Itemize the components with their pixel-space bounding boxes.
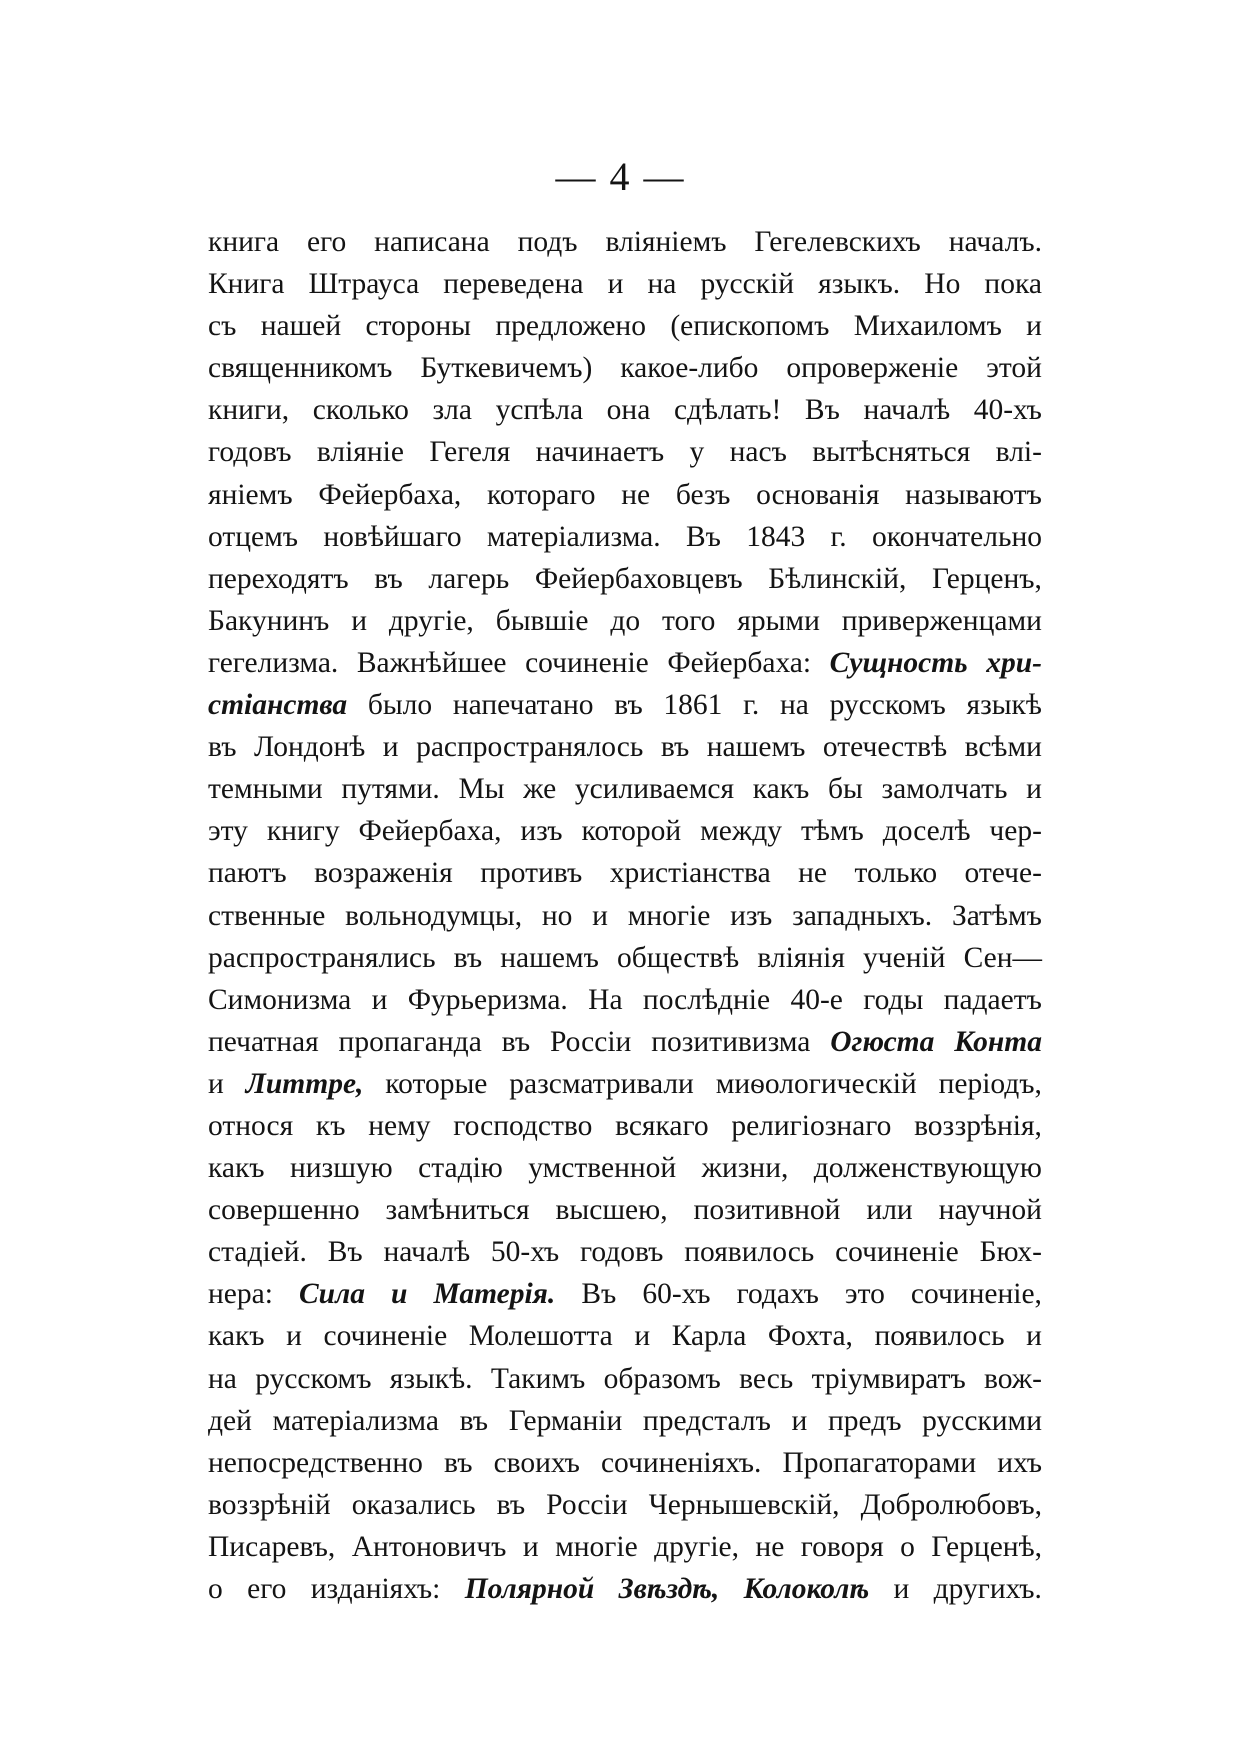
word: предъ [827,1404,902,1437]
text-line [208,474,1042,516]
word: пропаганда [338,1025,482,1058]
word: и [371,983,388,1016]
word: ярыми [737,604,820,637]
word: Фейербаховцевъ [534,562,743,595]
word: низшую [289,1152,393,1185]
word: предсталъ [642,1404,771,1437]
word: успѣла [495,394,584,427]
word: въ [660,731,690,764]
word: началъ. [948,226,1042,258]
word: періодъ, [938,1067,1042,1100]
word: Въ [685,520,721,553]
word: образомъ [603,1362,721,1395]
word: и [1026,773,1042,806]
text-line [208,1400,1042,1442]
word: влі- [995,436,1042,469]
word: гегелизма. [208,646,339,679]
word: замолчать [881,773,1008,806]
word: и [791,1404,808,1437]
body-text [208,221,1042,1610]
word: сочиненіе [525,646,649,679]
word: съ [208,310,237,343]
word: которые [385,1067,488,1100]
word: въ [453,941,483,974]
word: тѣмъ [800,815,864,848]
word: или [866,1194,913,1227]
word: и [607,268,624,301]
word: у [689,436,705,469]
word: Бакунинъ [208,604,330,637]
text-line [208,810,1042,852]
word: 50-хъ [490,1236,560,1269]
word: начинаетъ [535,436,665,469]
word: вліяніемъ [605,226,727,258]
word: распространялись [208,941,436,974]
word: и [522,1530,539,1563]
word: Въ [327,1236,363,1269]
text-line [208,1526,1042,1568]
word: между [700,815,783,848]
word: въ [614,689,643,722]
word: годовъ [579,1236,664,1269]
word: матеріализма. [486,520,661,553]
text-line [208,979,1042,1021]
word: всякаго [615,1109,709,1142]
word: только [854,857,938,890]
word: относя [208,1109,294,1142]
word: г. [830,520,847,553]
word: 1861 [663,689,723,722]
word: непосредственно [208,1446,423,1479]
word: священникомъ [208,352,393,385]
word: другіе, [654,1530,739,1563]
word: годы [863,983,924,1016]
word: на [647,268,677,301]
word: не [755,1530,785,1563]
word: умственной [528,1152,677,1185]
italic-word: Сила [298,1278,365,1311]
word: долженствующую [813,1152,1042,1185]
word: русскій [700,268,795,301]
word: сочиненіяхъ. [600,1446,762,1479]
text-line [208,1231,1042,1273]
word: книга [208,226,280,258]
italic-word: Сущность [829,646,968,679]
text-line [208,642,1042,684]
word: въ [374,562,403,595]
word: 1843 [746,520,806,553]
word: и [592,899,608,932]
word: Сен— [963,941,1042,974]
word: лагерь [428,562,510,595]
word: вольнодумцы, [345,899,523,932]
text-line [208,684,1042,726]
word: паютъ [208,857,287,890]
word: Герценѣ, [931,1530,1042,1563]
word: изданіяхъ: [310,1573,441,1605]
word: сочиненіе [835,1236,959,1269]
word: подъ [517,226,578,258]
italic-word: Звѣздѣ, [618,1573,720,1605]
word: новѣйшаго [323,520,462,553]
word: нашемъ [500,941,599,974]
word: Буткевичемъ) [420,352,593,385]
word: въ [208,731,237,764]
word: Такимъ [490,1362,586,1395]
word: въ [459,1404,489,1437]
word: 60-хъ [642,1278,711,1311]
word: и [286,1320,302,1353]
word: воззрѣній [208,1488,331,1521]
word: Важнѣйшее [356,646,507,679]
word: религіознаго [731,1109,892,1142]
italic-word: Колоколѣ [743,1573,870,1605]
text-line [208,305,1042,347]
italic-word: Литтре, [245,1067,364,1100]
word: книги, [208,394,290,427]
word: Германіи [508,1404,623,1437]
word: сочиненіе, [910,1278,1042,1311]
text-line [208,1147,1042,1189]
word: какъ [208,1320,265,1353]
word: 40-е [790,983,843,1016]
word: было [367,689,433,722]
word: Фейербаха: [667,646,812,679]
word: появилось [684,1236,815,1269]
word: вож- [984,1362,1042,1395]
word: говоря [800,1530,884,1563]
word: высшею, [555,1194,668,1227]
word: Карла [671,1320,747,1353]
word: и [382,731,399,764]
word: Штрауса [308,268,420,301]
word: Затѣмъ [951,899,1042,932]
word: Михаиломъ [853,310,1002,343]
word: годахъ [736,1278,819,1311]
text-line [208,1568,1042,1610]
word: Чернышевскій, [648,1488,840,1521]
word: ученій [863,941,946,974]
word: многіе [627,899,711,932]
word: разсматривали [509,1067,694,1100]
word: своихъ [493,1446,580,1479]
word: бывшіе [495,604,589,637]
word: многіе [555,1530,638,1563]
word: яніемъ [208,478,293,511]
word: Бюх- [979,1236,1042,1269]
word: матеріализма [272,1404,439,1437]
word: и [1026,1320,1042,1353]
word: стороны [365,310,471,343]
word: Гегеля [429,436,511,469]
word: Книга [208,268,285,301]
text-line [208,726,1042,768]
word: безъ [675,478,731,511]
word: Молешотта [468,1320,613,1353]
word: стадію [418,1152,503,1185]
word: нему [368,1109,431,1142]
text-line [208,516,1042,558]
word: чер- [989,815,1042,848]
italic-word: Матерія. [433,1278,556,1311]
text-line [208,1358,1042,1400]
word: языкъ. [818,268,901,301]
word: Россіи [546,1488,628,1521]
word: въ [444,1446,473,1479]
word: другихъ. [933,1573,1042,1605]
word: возраженія [314,857,453,890]
word: Антоновичъ [351,1530,507,1563]
word: и [208,1067,224,1100]
text-line [208,852,1042,894]
italic-word: стіанства [208,689,348,722]
word: сдѣлать! [673,394,782,427]
word: началѣ [863,394,951,427]
word: на [208,1362,237,1395]
word: христіанства [609,857,771,890]
text-line [208,1105,1042,1147]
word: Лондонѣ [253,731,366,764]
word: годовъ [208,436,292,469]
word: ственные [208,899,326,932]
word: русскомъ [829,689,946,722]
word: и [893,1573,910,1605]
italic-word: и [391,1278,408,1311]
word: языкѣ. [389,1362,473,1395]
word: основанія [756,478,880,511]
word: въ [501,1025,531,1058]
word: Въ [804,394,840,427]
word: о [208,1573,223,1605]
word: отече- [964,857,1042,890]
word: это [844,1278,885,1311]
word: Бѣлинскій, [768,562,907,595]
word: какъ [752,773,810,806]
italic-word: Конта [954,1025,1042,1058]
word: опроверженіе [786,352,959,385]
word: путями. [341,773,440,806]
word: доселѣ [882,815,971,848]
word: эту [208,815,248,848]
word: сочиненіе [323,1320,448,1353]
word: Писаревъ, [208,1530,336,1563]
text-line [208,1189,1042,1231]
text-line [208,431,1042,473]
word: окончательно [872,520,1042,553]
word: насъ [729,436,787,469]
word: Симонизма [208,983,352,1016]
word: Россіи [550,1025,632,1058]
word: предложено [495,310,646,343]
word: другіе, [388,604,474,637]
word: Добролюбовъ, [860,1488,1042,1521]
word: пока [984,268,1042,301]
word: г. [743,689,760,722]
word: и [351,604,368,637]
word: сколько [312,394,409,427]
word: русскими [922,1404,1042,1437]
word: она [606,394,651,427]
word: нера: [208,1278,273,1311]
word: Фейербаха, [358,815,502,848]
text-line [208,1273,1042,1315]
word: ихъ [997,1446,1042,1479]
word: началѣ [383,1236,471,1269]
page-number: — 4 — [555,154,686,199]
word: послѣдніе [642,983,771,1016]
word: дей [208,1404,252,1437]
word: оказались [351,1488,476,1521]
word: не [621,478,651,511]
word: книгу [266,815,340,848]
text-line [208,1021,1042,1063]
text-line [208,1442,1042,1484]
word: Гегелевскихъ [754,226,921,258]
word: котораго [487,478,596,511]
text-line [208,895,1042,937]
word: научной [938,1194,1042,1227]
text-line [208,600,1042,642]
word: приверженцами [841,604,1042,637]
word: Фейербаха, [318,478,462,511]
word: позитивизма [651,1025,811,1058]
word: того [662,604,716,637]
word: На [588,983,623,1016]
italic-word: Полярной [464,1573,595,1605]
word: миѳологическій [715,1067,917,1100]
word: Мы [458,773,505,806]
word: какъ [208,1152,265,1185]
word: русскомъ [255,1362,372,1395]
word: написана [374,226,490,258]
word: усиливаемся [574,773,735,806]
word: Но [924,268,961,301]
word: напечатано [452,689,594,722]
word: же [523,773,557,806]
word: отечествѣ [822,731,948,764]
text-line [208,1484,1042,1526]
word: о [900,1530,915,1563]
word: изъ [730,899,773,932]
word: къ [315,1109,346,1142]
word: появилось [874,1320,1005,1353]
text-line [208,389,1042,431]
word: отцемъ [208,520,299,553]
word: весь [739,1362,794,1395]
word: распространялось [416,731,644,764]
word: до [610,604,641,637]
word: обществѣ [616,941,740,974]
word: падаетъ [943,983,1042,1016]
word: въ [496,1488,526,1521]
word: (епископомъ [670,310,830,343]
word: Пропагаторами [782,1446,977,1479]
word: какое-либо [620,352,759,385]
word: вліяніе [316,436,404,469]
text-line [208,768,1042,810]
word: Фохта, [767,1320,853,1353]
word: печатная [208,1025,319,1058]
text-line [208,1063,1042,1105]
word: и [1026,310,1042,343]
text-line [208,347,1042,389]
text-line [208,937,1042,979]
word: всѣми [964,731,1042,764]
word: и [634,1320,651,1353]
word: изъ [520,815,563,848]
word: переходятъ [208,562,349,595]
word: зла [432,394,472,427]
word: нашемъ [706,731,806,764]
text-line [208,221,1042,263]
word: бы [827,773,863,806]
word: господство [453,1109,593,1142]
word: тріумвиратъ [811,1362,966,1395]
word: переведена [443,268,584,301]
italic-word: хри- [986,646,1042,679]
word: его [247,1573,287,1605]
word: Герценъ, [931,562,1042,595]
text-line [208,263,1042,305]
text-line [208,558,1042,600]
word: противъ [480,857,583,890]
word: на [779,689,809,722]
word: замѣниться [385,1194,530,1227]
word: не [798,857,828,890]
word: темными [208,773,323,806]
word: но [541,899,573,932]
word: 40-хъ [973,394,1042,427]
word: его [307,226,347,258]
word: западныхъ. [792,899,933,932]
word: называютъ [905,478,1042,511]
word: совершенно [208,1194,360,1227]
word: стадіей. [208,1236,307,1269]
word: вытѣсняться [812,436,971,469]
word: вліянія [757,941,845,974]
word: которой [581,815,682,848]
word: нашей [260,310,342,343]
italic-word: Огюста [830,1025,935,1058]
text-line [208,1315,1042,1357]
word: этой [986,352,1042,385]
word: воззрѣнія, [914,1109,1042,1142]
word: Въ [581,1278,617,1311]
word: позитивной [693,1194,841,1227]
word: Фурьеризма. [407,983,568,1016]
word: жизни, [701,1152,789,1185]
word: языкѣ [966,689,1042,722]
